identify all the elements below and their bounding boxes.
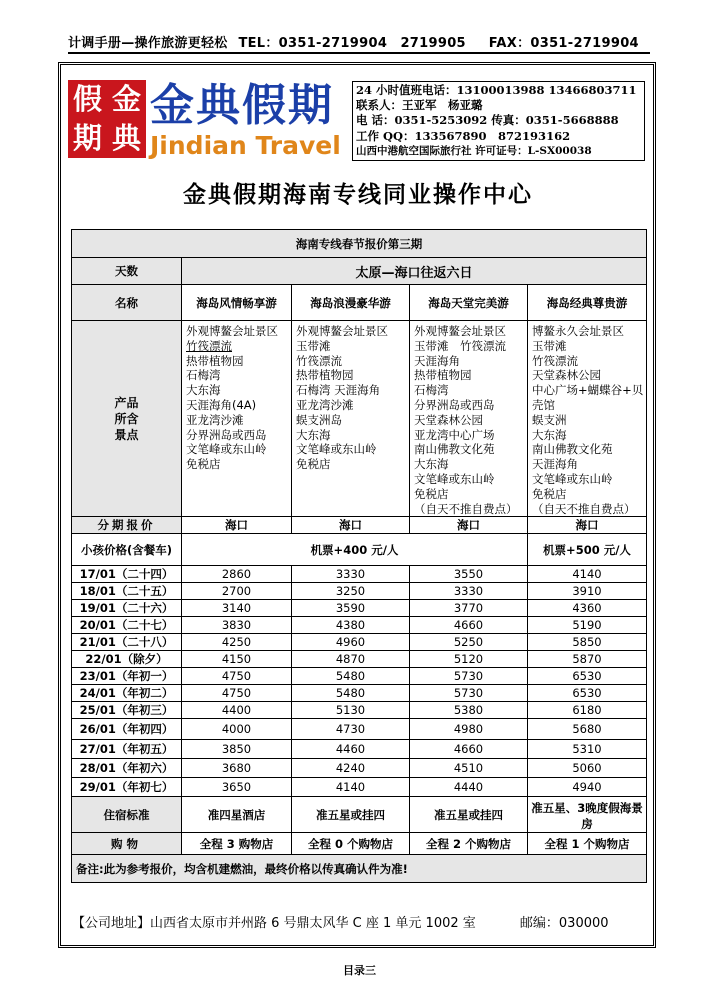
sites-list: [182, 321, 292, 517]
site-item: 免税店: [532, 486, 567, 501]
price-cell: 4940: [528, 778, 647, 797]
site-item: 蜈支洲: [532, 412, 567, 427]
date-cell: 24/01（年初二）: [72, 685, 182, 702]
site-item: 竹筏漂流: [186, 338, 232, 353]
table-note: 备注:此为参考报价，均含机建燃油，最终价格以传真确认件为准!: [72, 855, 647, 883]
site-item: 外观博鳌会址景区: [414, 324, 506, 338]
date-cell: 22/01（除夕）: [72, 651, 182, 668]
price-table: [71, 229, 647, 883]
price-cell: 3250: [292, 583, 410, 600]
price-cell: 4660: [410, 740, 528, 759]
site-item: 中心广场+蝴蝶谷+贝壳馆: [532, 383, 644, 412]
site-item: 玉带滩: [532, 338, 567, 353]
shop-label: 购物: [72, 833, 182, 855]
page-footer: 目录三: [343, 964, 376, 977]
site-item: 亚龙湾沙滩: [186, 412, 244, 427]
price-cell: 6530: [528, 668, 647, 685]
shop-value: 全程 0 个购物店: [292, 833, 410, 855]
price-row: [72, 600, 647, 617]
price-cell: 4400: [182, 702, 292, 719]
site-item: 竹筏漂流: [532, 353, 578, 368]
split-value: 海口: [292, 517, 410, 534]
price-cell: 6530: [528, 685, 647, 702]
site-item: 文笔峰或东山岭: [532, 471, 613, 486]
child-label: 小孩价格(含餐车): [72, 534, 182, 566]
price-cell: 5680: [528, 719, 647, 740]
split-label: 分期报价: [72, 517, 182, 534]
site-item: 蜈支洲岛: [296, 412, 342, 427]
brand-name-cn: 金典假期: [150, 80, 334, 131]
price-cell: 4730: [292, 719, 410, 740]
site-item: 免税店: [296, 457, 331, 472]
hotel-label: 住宿标准: [72, 797, 182, 833]
main-title: 金典假期海南专线同业操作中心: [183, 182, 533, 208]
price-cell: 3770: [410, 600, 528, 617]
date-cell: 17/01（二十四）: [72, 566, 182, 583]
price-row: [72, 583, 647, 600]
sites-list: [292, 321, 410, 517]
price-cell: 4140: [292, 778, 410, 797]
hotel-value: 准四星酒店: [182, 797, 292, 833]
shop-value: 全程 2 个购物店: [410, 833, 528, 855]
header-slogan: 计调手册—操作旅游更轻松: [68, 36, 228, 51]
price-cell: 3550: [410, 566, 528, 583]
company-address: [72, 912, 609, 931]
table-title: 海南专线春节报价第三期: [72, 230, 647, 258]
page-header: [68, 32, 650, 54]
child-price-b: 机票+500 元/人: [528, 534, 647, 566]
price-row: [72, 740, 647, 759]
sites-list: [528, 321, 647, 517]
hotel-value: 准五星或挂四: [410, 797, 528, 833]
seal-char: 典: [111, 121, 141, 155]
contact-box: [352, 81, 645, 161]
hotel-value: 准五星或挂四: [292, 797, 410, 833]
header-fax: FAX：0351-2719904: [488, 36, 639, 51]
address-text: 【公司地址】山西省太原市并州路 6 号鼎太风华 C 座 1 单元 1002 室: [72, 916, 476, 931]
price-cell: 4870: [292, 651, 410, 668]
site-item: 竹筏漂流: [296, 353, 342, 368]
name-label: 名称: [72, 285, 182, 321]
price-cell: 4750: [182, 668, 292, 685]
price-cell: 6180: [528, 702, 647, 719]
contact-license: 山西中港航空国际旅行社 许可证号：L-SX00038: [356, 144, 592, 157]
site-item: 热带植物园: [414, 368, 472, 383]
price-cell: 5130: [292, 702, 410, 719]
shop-value: 全程 3 购物店: [182, 833, 292, 855]
site-item: 南山佛教文化苑: [532, 442, 613, 457]
site-item: 大东海: [296, 427, 331, 442]
contact-hotline: 24 小时值班电话：13100013988 13466803711: [356, 83, 637, 97]
site-item: 亚龙湾中心广场: [414, 427, 495, 442]
price-cell: 4510: [410, 759, 528, 778]
price-cell: 3650: [182, 778, 292, 797]
site-item: 免税店: [414, 486, 449, 501]
product-name: 海岛经典尊贵游: [528, 285, 647, 321]
site-item: 博鳌永久会址景区: [532, 324, 624, 338]
price-cell: 3830: [182, 617, 292, 634]
price-cell: 4140: [528, 566, 647, 583]
sites-label: 产品所含景点: [72, 321, 182, 517]
product-name: 海岛浪漫豪华游: [292, 285, 410, 321]
child-price-a: 机票+400 元/人: [182, 534, 528, 566]
site-item: 天涯海角: [532, 457, 578, 472]
split-value: 海口: [410, 517, 528, 534]
price-row: [72, 617, 647, 634]
sites-list: [410, 321, 528, 517]
price-row: [72, 566, 647, 583]
date-cell: 18/01（二十五）: [72, 583, 182, 600]
contact-phone: 电 话：0351-5253092 传真：0351-5668888: [356, 113, 619, 128]
hotel-value: 准五星、3晚度假海景房: [528, 797, 647, 833]
site-item: 分界洲岛或西岛: [186, 427, 267, 442]
site-item: （自天不推自费点）: [532, 501, 636, 516]
price-cell: 3850: [182, 740, 292, 759]
days-value: 太原—海口往返六日: [182, 258, 647, 285]
price-cell: 4380: [292, 617, 410, 634]
price-cell: 5480: [292, 668, 410, 685]
site-item: 大东海: [186, 383, 221, 398]
price-row: [72, 651, 647, 668]
date-cell: 27/01（年初五）: [72, 740, 182, 759]
price-rows: [72, 566, 647, 797]
seal-char: 假: [72, 82, 102, 116]
price-row: [72, 634, 647, 651]
price-cell: 4460: [292, 740, 410, 759]
price-row: [72, 685, 647, 702]
site-item: 分界洲岛或西岛: [414, 397, 495, 412]
price-row: [72, 759, 647, 778]
price-cell: 5310: [528, 740, 647, 759]
date-cell: 21/01（二十八）: [72, 634, 182, 651]
price-cell: 4000: [182, 719, 292, 740]
header-tel: TEL：0351-2719904 2719905: [238, 36, 466, 51]
price-cell: 2700: [182, 583, 292, 600]
price-cell: 5060: [528, 759, 647, 778]
date-cell: 28/01（年初六）: [72, 759, 182, 778]
logo-seal: [68, 80, 146, 158]
split-value: 海口: [182, 517, 292, 534]
price-cell: 5250: [410, 634, 528, 651]
site-item: 大东海: [414, 457, 449, 472]
price-cell: 5380: [410, 702, 528, 719]
price-cell: 4150: [182, 651, 292, 668]
site-item: 天堂森林公园: [532, 368, 601, 383]
site-item: 天涯海角(4A): [186, 397, 257, 412]
price-cell: 5870: [528, 651, 647, 668]
price-cell: 4360: [528, 600, 647, 617]
seal-char: 期: [72, 121, 102, 155]
site-item: 文笔峰或东山岭: [186, 442, 267, 457]
price-cell: 3680: [182, 759, 292, 778]
date-cell: 20/01（二十七）: [72, 617, 182, 634]
contact-persons: 联系人：王亚军 杨亚璐: [356, 98, 483, 113]
site-item: 天涯海角: [414, 353, 460, 368]
price-cell: 5730: [410, 685, 528, 702]
site-item: 天堂森林公园: [414, 412, 483, 427]
brand-name-en: Jindian Travel: [150, 131, 341, 160]
date-cell: 25/01（年初三）: [72, 702, 182, 719]
site-item: 外观博鳌会址景区: [296, 324, 388, 338]
site-item: 文笔峰或东山岭: [296, 442, 377, 457]
product-name: 海岛风情畅享游: [182, 285, 292, 321]
site-item: 大东海: [532, 427, 567, 442]
price-cell: 4750: [182, 685, 292, 702]
site-item: 南山佛教文化苑: [414, 442, 495, 457]
site-item: 外观博鳌会址景区: [186, 324, 278, 338]
seal-char: 金: [111, 82, 141, 116]
date-cell: 23/01（年初一）: [72, 668, 182, 685]
price-cell: 4980: [410, 719, 528, 740]
date-cell: 19/01（二十六）: [72, 600, 182, 617]
price-cell: 5730: [410, 668, 528, 685]
site-item: 免税店: [186, 457, 221, 472]
price-cell: 5120: [410, 651, 528, 668]
contact-qq: 工作 QQ：133567890 872193162: [356, 128, 571, 143]
split-value: 海口: [528, 517, 647, 534]
price-cell: 4250: [182, 634, 292, 651]
price-cell: 4660: [410, 617, 528, 634]
price-cell: 2860: [182, 566, 292, 583]
site-item: 石梅湾 天涯海角: [296, 383, 381, 398]
price-row: [72, 719, 647, 740]
date-cell: 29/01（年初七）: [72, 778, 182, 797]
product-name: 海岛天堂完美游: [410, 285, 528, 321]
price-cell: 3330: [410, 583, 528, 600]
price-row: [72, 778, 647, 797]
price-cell: 3910: [528, 583, 647, 600]
date-cell: 26/01（年初四）: [72, 719, 182, 740]
price-cell: 5190: [528, 617, 647, 634]
postal-code: 邮编：030000: [519, 916, 609, 931]
price-cell: 4960: [292, 634, 410, 651]
price-cell: 5480: [292, 685, 410, 702]
price-cell: 4240: [292, 759, 410, 778]
site-item: 热带植物园: [186, 353, 244, 368]
site-item: 亚龙湾沙滩: [296, 397, 354, 412]
site-item: 玉带滩: [296, 338, 331, 353]
site-item: 热带植物园: [296, 368, 354, 383]
site-item: 文笔峰或东山岭: [414, 471, 495, 486]
price-cell: 4440: [410, 778, 528, 797]
price-cell: 3140: [182, 600, 292, 617]
site-item: 石梅湾: [186, 368, 221, 383]
shop-value: 全程 1 个购物店: [528, 833, 647, 855]
price-row: [72, 702, 647, 719]
site-item: 石梅湾: [414, 383, 449, 398]
price-row: [72, 668, 647, 685]
days-label: 天数: [72, 258, 182, 285]
price-cell: 3330: [292, 566, 410, 583]
site-item: 玉带滩 竹筏漂流: [414, 338, 506, 353]
price-cell: 5850: [528, 634, 647, 651]
site-item: （自天不推自费点）: [414, 501, 518, 516]
price-cell: 3590: [292, 600, 410, 617]
